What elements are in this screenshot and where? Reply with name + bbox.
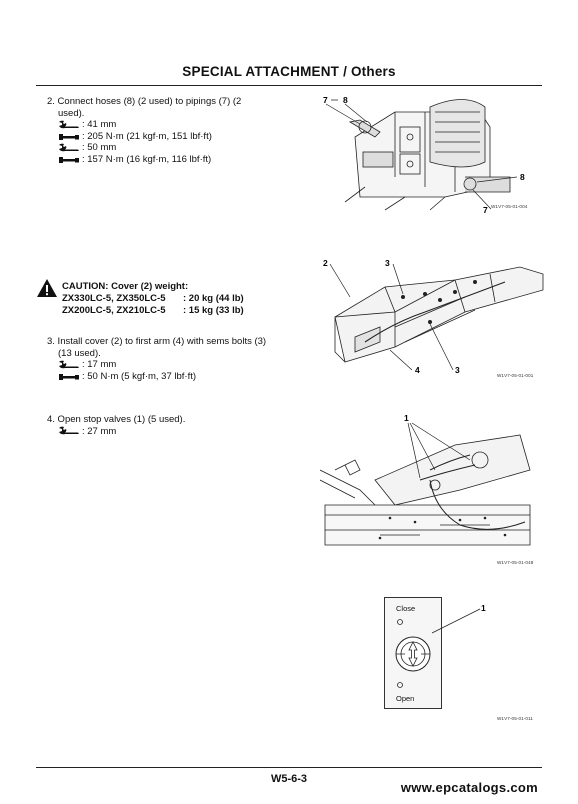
warning-icon	[36, 278, 58, 298]
torque-wrench-icon	[58, 372, 80, 382]
valve-open-label: Open	[396, 694, 415, 703]
wrench-icon	[58, 143, 80, 153]
spec-row	[58, 154, 282, 166]
spec-row	[58, 131, 282, 143]
caution-models: ZX200LC-5, ZX210LC-5	[62, 304, 166, 316]
spec-text: : 27 mm	[82, 425, 117, 437]
footer-rule	[36, 767, 542, 768]
caution-heading: CAUTION: Cover (2) weight:	[62, 281, 189, 292]
figure-id: W1V7-05-01-001	[497, 373, 534, 378]
figure-hose-connection	[305, 92, 545, 216]
spec-text: : 50 N·m (5 kgf·m, 37 lbf·ft)	[82, 370, 197, 382]
callout-1: 1	[481, 603, 486, 613]
header-rule	[36, 85, 542, 86]
callout-7: 7	[323, 95, 328, 105]
spec-row	[58, 426, 185, 438]
figure-stop-valves	[320, 410, 545, 570]
callout-3: 3	[385, 258, 390, 268]
spec-row	[58, 142, 282, 154]
figure-id: W1V7-05-01-049	[497, 560, 534, 565]
spec-text: : 41 mm	[82, 119, 117, 131]
callout-7: 7	[483, 205, 488, 215]
spec-text: : 205 N·m (21 kgf·m, 151 lbf·ft)	[82, 130, 212, 142]
step-2-line2: used).	[58, 107, 85, 119]
page-title: SPECIAL ATTACHMENT / Others	[182, 64, 396, 79]
caution-weight: : 15 kg (33 lb)	[183, 304, 244, 316]
cover-arm-illustration	[305, 252, 545, 382]
wrench-icon	[58, 120, 80, 130]
figure-id: W1V7-05-01-004	[491, 204, 528, 209]
callout-3: 3	[455, 365, 460, 375]
step-3	[47, 336, 287, 382]
figure-cover-install	[305, 252, 545, 382]
step-3-line2: (13 used).	[58, 347, 101, 359]
callout-2: 2	[323, 258, 328, 268]
torque-wrench-icon	[58, 155, 80, 165]
callout-leader	[384, 597, 544, 727]
step-3-line1: 3. Install cover (2) to first arm (4) with sems bolts (3)	[47, 336, 267, 347]
caution-weight: : 20 kg (44 lb)	[183, 293, 244, 304]
torque-wrench-icon	[58, 132, 80, 142]
caution-row	[62, 305, 244, 317]
spec-row	[58, 359, 287, 371]
callout-8: 8	[343, 95, 348, 105]
step-4	[47, 414, 185, 437]
caution-block	[36, 279, 244, 316]
figure-id: W1V7-05-01-011	[497, 716, 534, 721]
page-number: W5-6-3	[270, 773, 308, 785]
wrench-icon	[58, 360, 80, 370]
step-2	[47, 96, 282, 166]
callout-4: 4	[415, 365, 420, 375]
hose-piping-illustration	[305, 92, 545, 216]
site-watermark[interactable]: www.epcatalogs.com	[400, 780, 538, 795]
spec-row	[58, 119, 282, 131]
callout-8: 8	[520, 172, 525, 182]
spec-text: : 50 mm	[82, 142, 117, 154]
caution-row	[62, 293, 244, 305]
wrench-icon	[58, 426, 80, 436]
callout-1: 1	[404, 413, 409, 423]
stop-valve-location-illustration	[320, 410, 545, 570]
spec-text: : 157 N·m (16 kgf·m, 116 lbf·ft)	[82, 153, 212, 165]
step-2-line1: 2. Connect hoses (8) (2 used) to pipings (7) (2	[47, 96, 242, 107]
spec-row	[58, 371, 287, 383]
figure-valve-close-open	[384, 597, 544, 727]
valve-close-label: Close	[396, 604, 416, 613]
step-4-line1: 4. Open stop valves (1) (5 used).	[47, 414, 186, 425]
caution-models: ZX330LC-5, ZX350LC-5	[62, 293, 166, 304]
spec-text: : 17 mm	[82, 359, 117, 371]
